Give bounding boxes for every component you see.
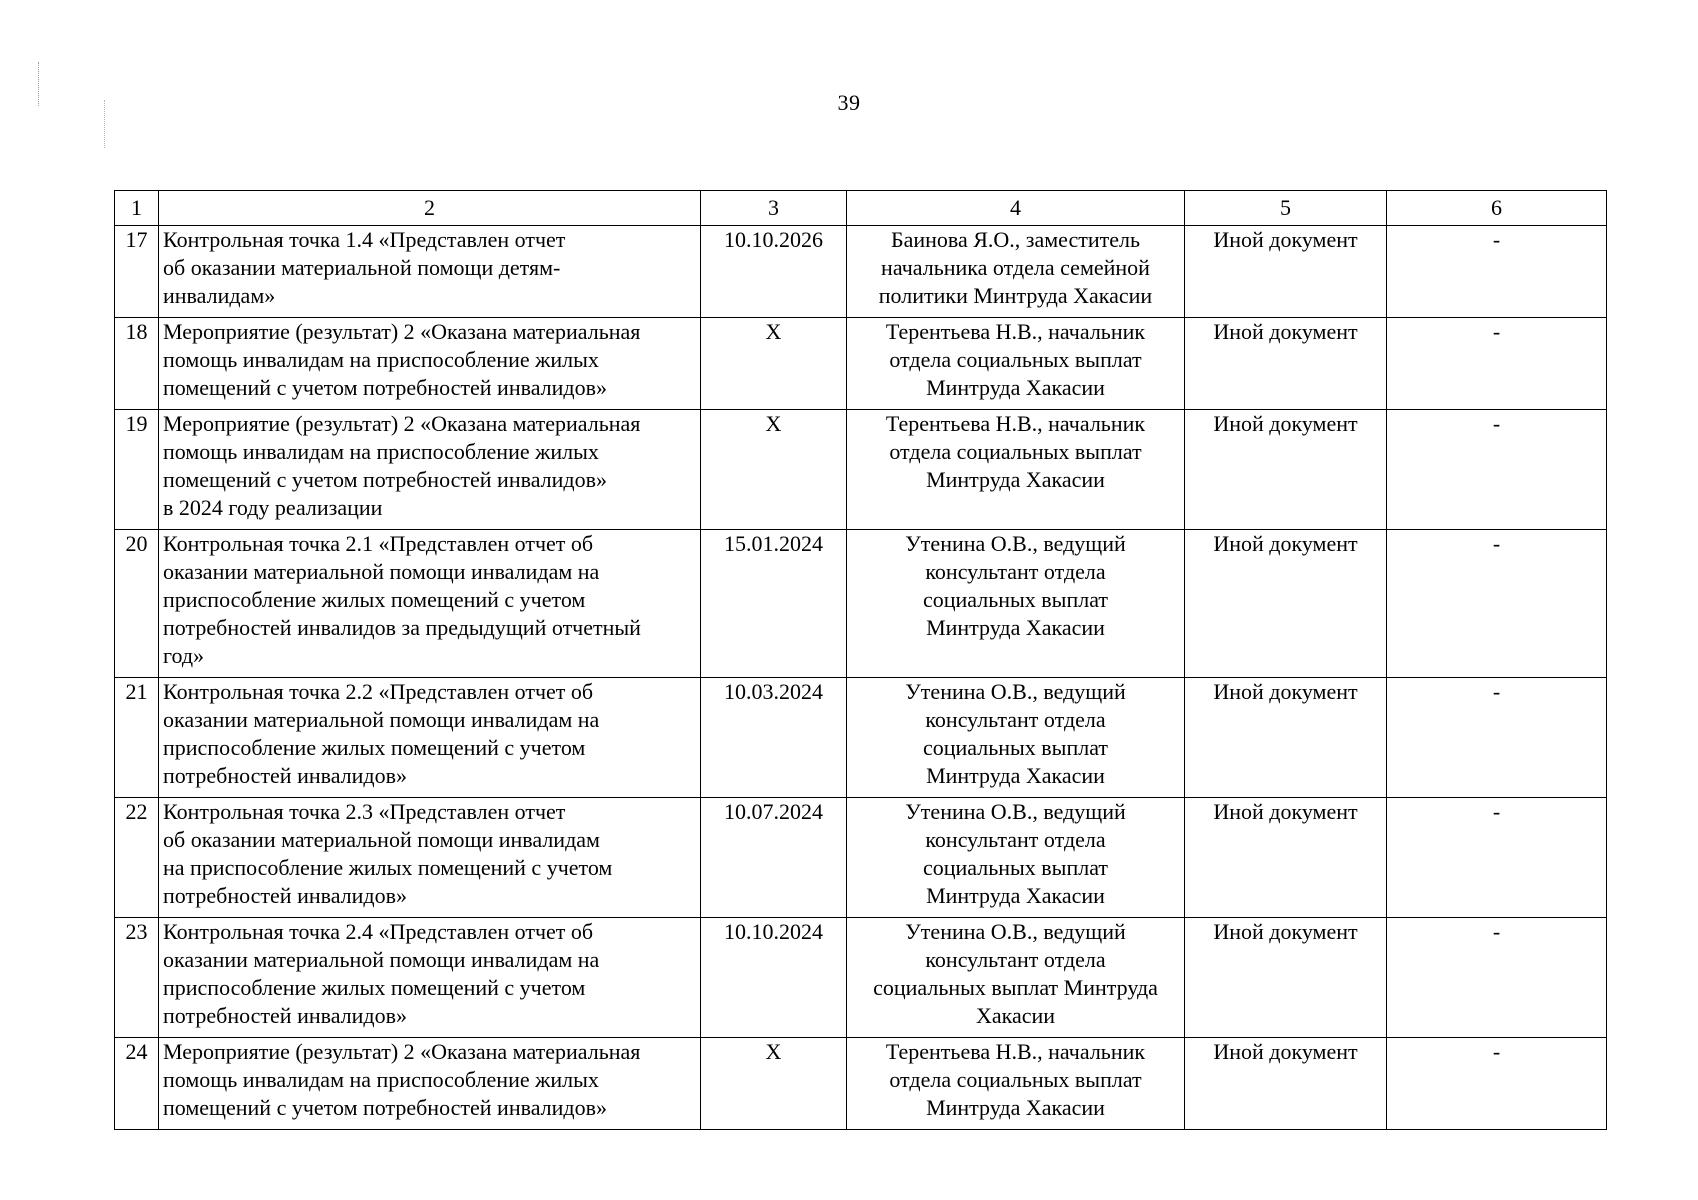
row-number: 23 [115, 918, 159, 1038]
column-6-value: - [1387, 918, 1607, 1038]
column-header: 3 [701, 191, 847, 226]
due-date: 10.03.2024 [701, 678, 847, 798]
event-name: Мероприятие (результат) 2 «Оказана материальная помощь инвалидам на приспособление жилых помещений с учетом потребностей инвалидов» в 2024 году реализации [159, 410, 701, 530]
due-date: 10.10.2024 [701, 918, 847, 1038]
document-type: Иной документ [1185, 226, 1387, 318]
table-row [115, 798, 1607, 918]
row-number: 21 [115, 678, 159, 798]
row-number: 18 [115, 318, 159, 410]
due-date: X [701, 318, 847, 410]
document-type: Иной документ [1185, 798, 1387, 918]
due-date: 15.01.2024 [701, 530, 847, 678]
column-6-value: - [1387, 410, 1607, 530]
event-name: Контрольная точка 2.3 «Представлен отчет об оказании материальной помощи инвалидам на приспособление жилых помещений с учетом потребностей инвалидов» [159, 798, 701, 918]
document-type: Иной документ [1185, 918, 1387, 1038]
due-date: 10.07.2024 [701, 798, 847, 918]
responsible-person: Утенина О.В., ведущий консультант отдела социальных выплат Минтруда Хакасии [847, 530, 1185, 678]
table-row [115, 410, 1607, 530]
column-header: 6 [1387, 191, 1607, 226]
responsible-person: Терентьева Н.В., начальник отдела социальных выплат Минтруда Хакасии [847, 1038, 1185, 1130]
document-type: Иной документ [1185, 678, 1387, 798]
row-number: 19 [115, 410, 159, 530]
table-row [115, 318, 1607, 410]
column-6-value: - [1387, 226, 1607, 318]
event-name: Мероприятие (результат) 2 «Оказана материальная помощь инвалидам на приспособление жилых помещений с учетом потребностей инвалидов» [159, 1038, 701, 1130]
due-date: 10.10.2026 [701, 226, 847, 318]
column-6-value: - [1387, 318, 1607, 410]
column-header: 4 [847, 191, 1185, 226]
column-header: 2 [159, 191, 701, 226]
column-6-value: - [1387, 1038, 1607, 1130]
column-6-value: - [1387, 530, 1607, 678]
plan-table [114, 190, 1607, 1130]
due-date: X [701, 1038, 847, 1130]
column-6-value: - [1387, 798, 1607, 918]
table-row [115, 226, 1607, 318]
column-header: 5 [1185, 191, 1387, 226]
responsible-person: Утенина О.В., ведущий консультант отдела социальных выплат Минтруда Хакасии [847, 918, 1185, 1038]
row-number: 20 [115, 530, 159, 678]
document-type: Иной документ [1185, 530, 1387, 678]
document-type: Иной документ [1185, 1038, 1387, 1130]
document-type: Иной документ [1185, 318, 1387, 410]
column-6-value: - [1387, 678, 1607, 798]
responsible-person: Баинова Я.О., заместитель начальника отдела семейной политики Минтруда Хакасии [847, 226, 1185, 318]
table-row [115, 678, 1607, 798]
responsible-person: Терентьева Н.В., начальник отдела социальных выплат Минтруда Хакасии [847, 318, 1185, 410]
document-type: Иной документ [1185, 410, 1387, 530]
column-header: 1 [115, 191, 159, 226]
row-number: 24 [115, 1038, 159, 1130]
responsible-person: Терентьева Н.В., начальник отдела социальных выплат Минтруда Хакасии [847, 410, 1185, 530]
table-row [115, 1038, 1607, 1130]
table-row [115, 530, 1607, 678]
row-number: 17 [115, 226, 159, 318]
table-row [115, 918, 1607, 1038]
due-date: X [701, 410, 847, 530]
responsible-person: Утенина О.В., ведущий консультант отдела социальных выплат Минтруда Хакасии [847, 678, 1185, 798]
event-name: Контрольная точка 2.4 «Представлен отчет об оказании материальной помощи инвалидам на приспособление жилых помещений с учетом потребностей инвалидов» [159, 918, 701, 1038]
event-name: Контрольная точка 2.2 «Представлен отчет об оказании материальной помощи инвалидам на приспособление жилых помещений с учетом потребностей инвалидов» [159, 678, 701, 798]
event-name: Мероприятие (результат) 2 «Оказана материальная помощь инвалидам на приспособление жилых помещений с учетом потребностей инвалидов» [159, 318, 701, 410]
row-number: 22 [115, 798, 159, 918]
responsible-person: Утенина О.В., ведущий консультант отдела социальных выплат Минтруда Хакасии [847, 798, 1185, 918]
event-name: Контрольная точка 1.4 «Представлен отчет об оказании материальной помощи детям- инвалидам» [159, 226, 701, 318]
page-number: 39 [837, 90, 861, 115]
header-row [115, 191, 1607, 226]
event-name: Контрольная точка 2.1 «Представлен отчет об оказании материальной помощи инвалидам на приспособление жилых помещений с учетом потребностей инвалидов за предыдущий отчетный год» [159, 530, 701, 678]
